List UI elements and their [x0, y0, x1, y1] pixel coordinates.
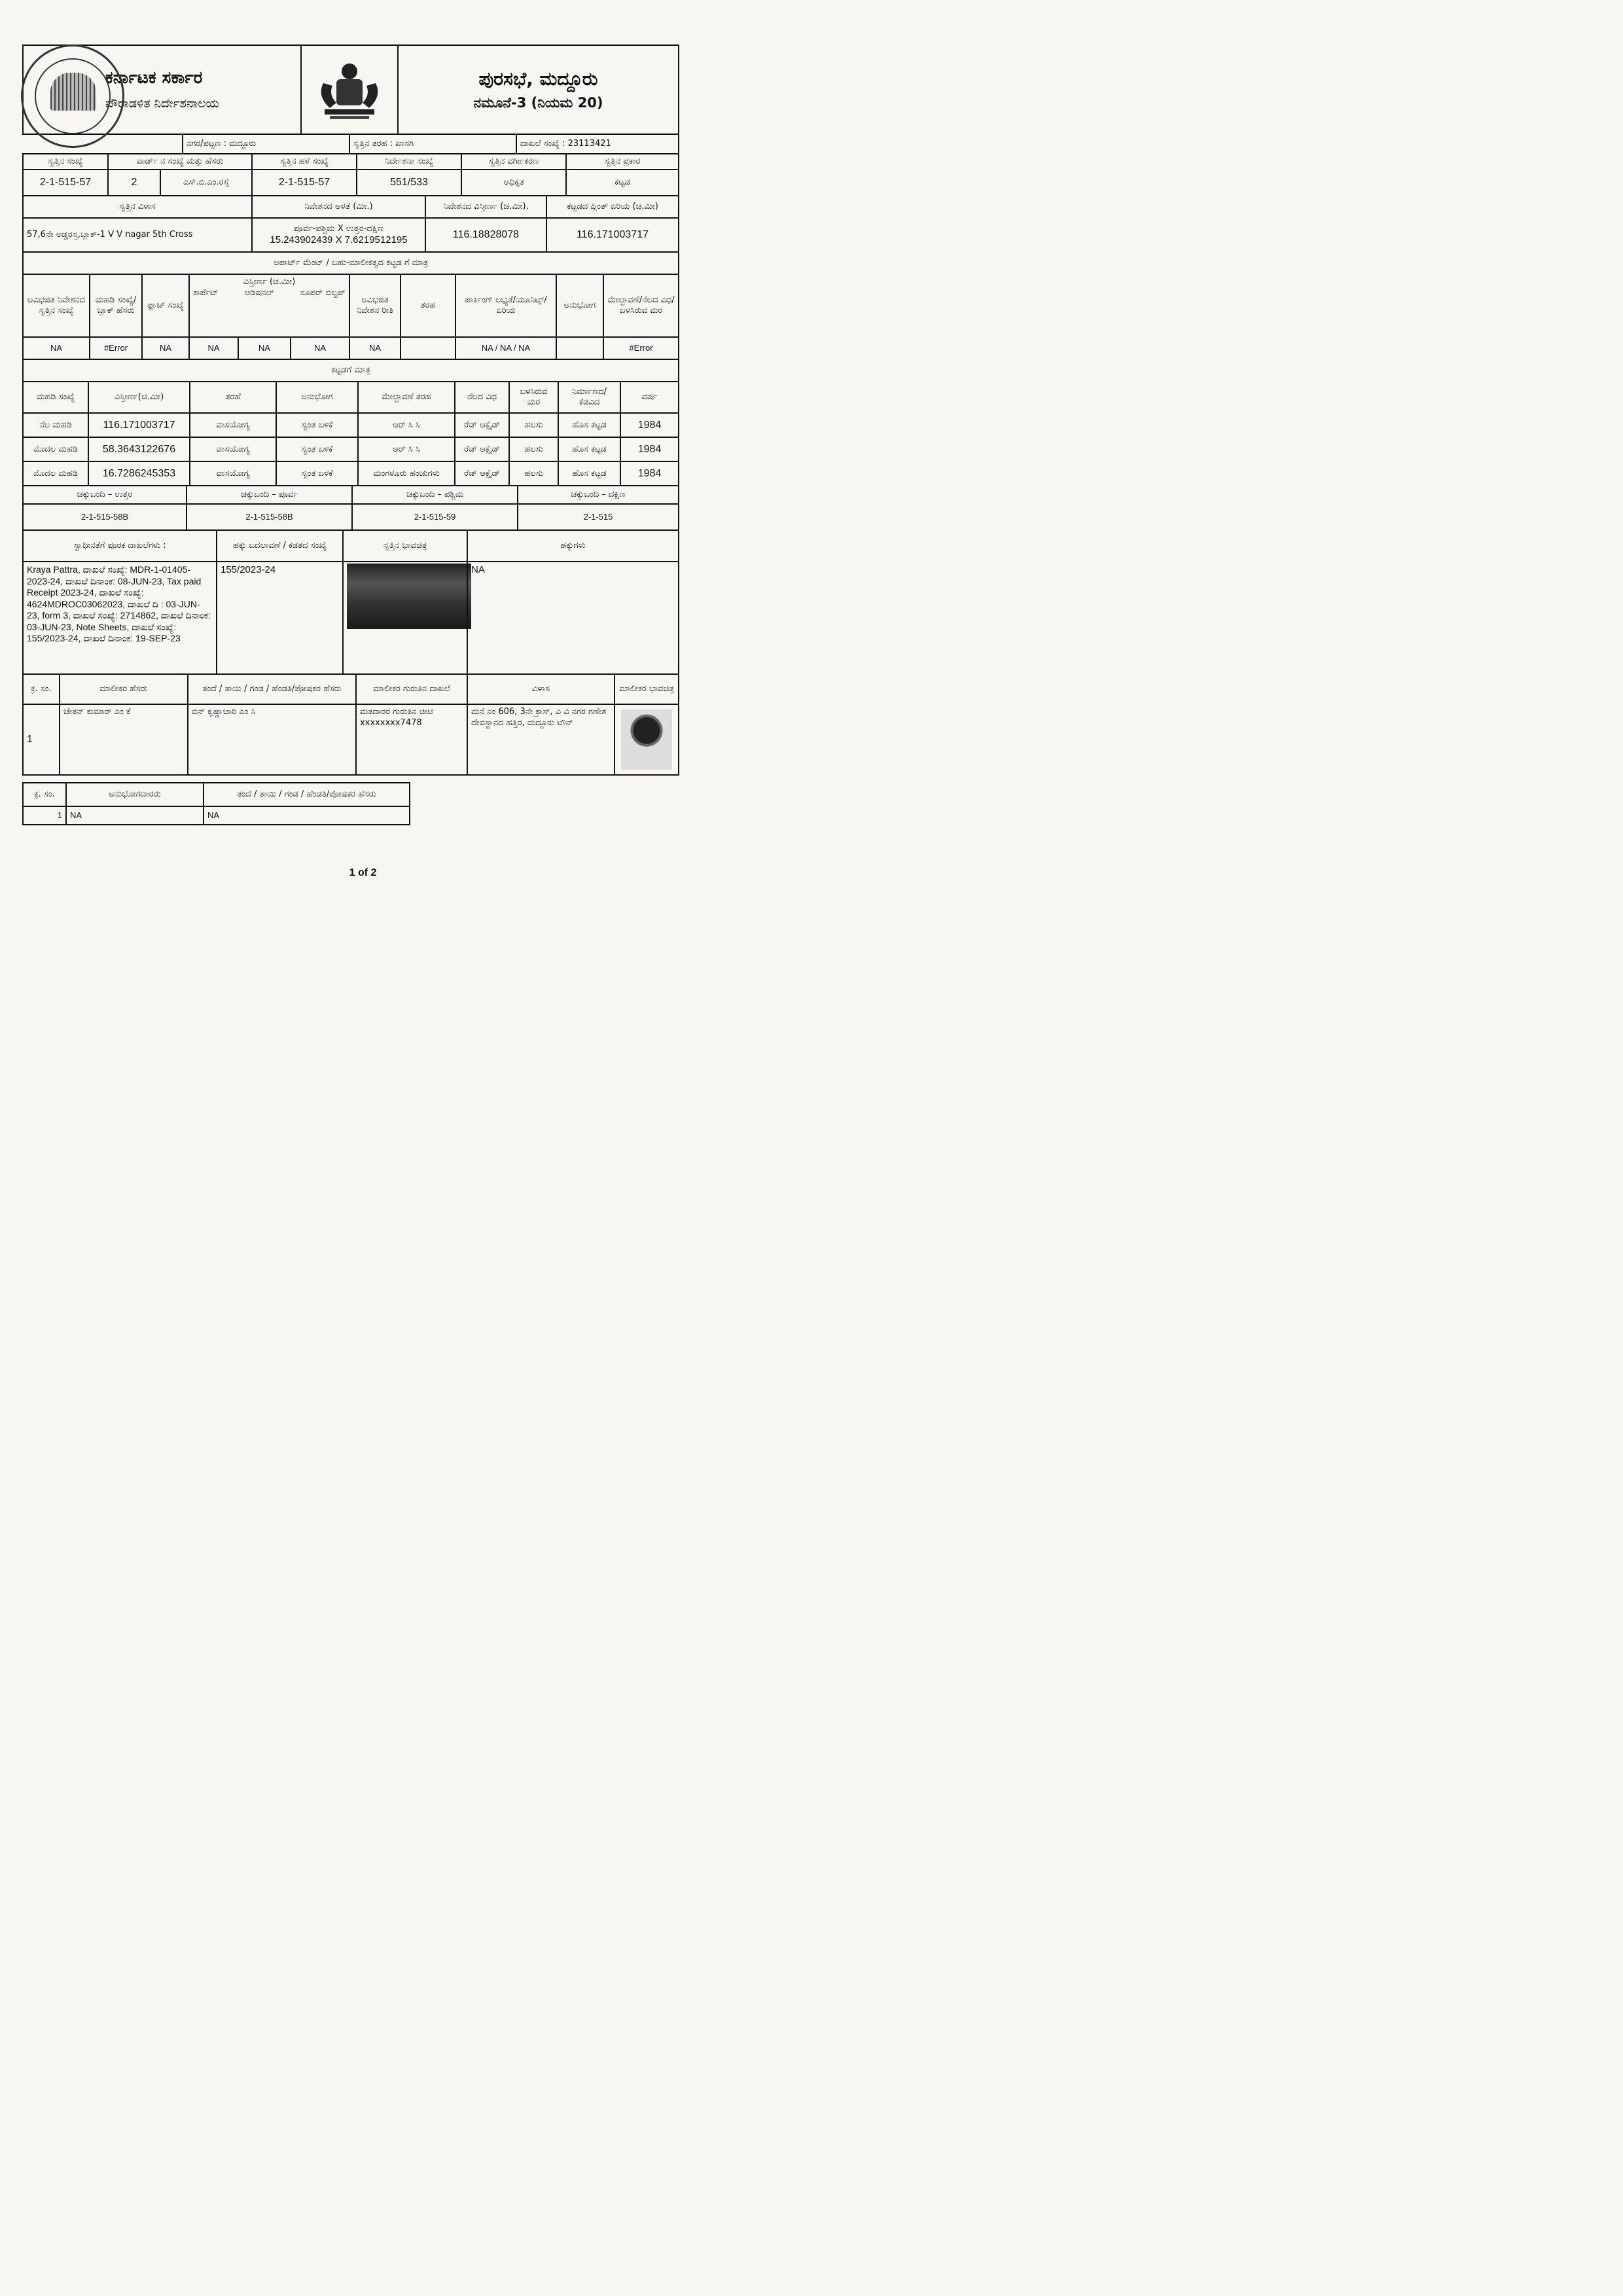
city-label: ನಗರ/ಪಟ್ಟಣ : ಮದ್ದೂರು	[183, 134, 349, 154]
address-header: ಸ್ವತ್ತಿನ ವಿಳಾಸ	[23, 196, 252, 218]
property-photo-header: ಸ್ವತ್ತಿನ ಭಾವಚಿತ್ರ	[343, 530, 467, 562]
file-no: 155/2023-24	[217, 562, 343, 674]
rights-header: ಹಕ್ಕುಗಳು	[467, 530, 679, 562]
floor-area: 16.7286245353	[88, 461, 190, 486]
supporting-docs: Kraya Pattra, ದಾಖಲೆ ಸಂಖ್ಯೆ: MDR-1-01405-2023-24, ದಾಖಲೆ ದಿನಾಂಕ: 08-JUN-23, Tax paid Receipt 2023-24, ದಾಖಲೆ ಸಂಖ್ಯೆ: 4624MDROC03062023, ದಾಖಲೆ ದಿ : 03-JUN-23, form 3, ದಾಖಲೆ ಸಂಖ್ಯೆ: 2714862, ದಾಖಲೆ ದಿನಾಂಕ: 03-JUN-23, Note Sheets, ದಾಖಲೆ ಸಂಖ್ಯೆ: 155/2023-24, ದಾಖಲೆ ದಿನಾಂಕ: 19-SEP-23	[23, 562, 217, 674]
dimension-value: 15.243902439 X 7.6219512195	[270, 234, 408, 245]
parking-header: ಪಾರ್ಕಿಂಗ್ ಲಭ್ಯತೆ/ಯೂನಿಟ್ಸ್/ಏರಿಯ	[455, 274, 556, 337]
boundary-south-header: ಚಕ್ಕುಬಂದಿ – ದಕ್ಷಿಣ	[518, 486, 679, 504]
supporting-docs-header: ಸ್ವಾಧೀನತೆಗೆ ಪೂರಕ ದಾಖಲೆಗಳು :	[23, 530, 217, 562]
table-row	[23, 806, 410, 825]
parking-value: NA / NA / NA	[455, 337, 556, 359]
documents-table	[22, 529, 679, 675]
property-photo-cell	[343, 562, 467, 674]
flat-no-value: NA	[142, 337, 189, 359]
property-no-header: ಸ್ವತ್ತಿನ ಸಂಖ್ಯೆ	[23, 154, 108, 170]
year: 1984	[620, 413, 679, 437]
municipal-seal-icon	[21, 45, 124, 148]
occupant-sl: 1	[23, 806, 66, 825]
table-row	[23, 704, 679, 775]
owner-relation-header: ತಂದೆ / ತಾಯಿ / ಗಂಡ / ಹೆಂಡತಿ/ಪೋಷಕರ ಹೆಸರು	[188, 674, 356, 704]
building-type: ವಾಸಯೋಗ್ಯ	[190, 437, 276, 461]
direction-no-header: ನಿರ್ದೇಶನಾ ಸಂಖ್ಯೆ	[357, 154, 461, 170]
table-row	[23, 437, 679, 461]
owner-photo-header: ಮಾಲೀಕರ ಭಾವಚಿತ್ರ	[615, 674, 679, 704]
year: 1984	[620, 437, 679, 461]
owner-name: ಚೇತನ್ ಕುಮಾರ್ ಎಂ ಕೆ	[60, 704, 188, 775]
address-table	[22, 195, 679, 253]
boundary-east-header: ಚಕ್ಕುಬಂದಿ – ಪೂರ್ವ	[187, 486, 352, 504]
type-value	[401, 337, 455, 359]
floor-area: 58.3643122676	[88, 437, 190, 461]
page-number: 1 of 2	[349, 867, 377, 878]
boundary-west: 2-1-515-59	[352, 504, 518, 530]
building-usage: ಸ್ವಂತ ಬಳಕೆ	[276, 437, 358, 461]
floor-name: ನೆಲ ಮಹಡಿ	[23, 413, 88, 437]
ward-header: ವಾರ್ಡ್ ನ ಸಂಖ್ಯೆ ಮತ್ತು ಹೆಸರು	[108, 154, 252, 170]
file-no-header: ಹಕ್ಕು ಬದಲಾವಣೆ / ಕಡತದ ಸಂಖ್ಯೆ	[217, 530, 343, 562]
undivided-property-header: ಅವಿಭಜಿತ ನಿವೇಶನದ ಸ್ವತ್ತಿನ ಸಂಖ್ಯೆ	[23, 274, 90, 337]
wood: ಹಲಸು	[509, 461, 558, 486]
apartment-title: ಅಪಾರ್ಟ್ ಮೆಂಟ್ / ಬಹು-ಮಾಲೀಕತ್ವದ ಕಟ್ಟಡ ಗೆ ಮಾತ್ರ	[23, 252, 679, 274]
site-area-header: ನಿವೇಶನದ ವಿಸ್ತೀರ್ಣ (ಚ.ಮೀ).	[425, 196, 546, 218]
old-no-header: ಸ್ವತ್ತಿನ ಹಳೆ ಸಂಖ್ಯೆ	[252, 154, 357, 170]
header-emblem	[301, 45, 398, 134]
year-header: ವರ್ಷ	[620, 382, 679, 413]
roof-type: ಮಂಗಳೂರು ಹಂಚುಗಳು	[358, 461, 455, 486]
construction-header: ನಿರ್ಮಾಣದ/ ಕೆಡವಿದ	[558, 382, 620, 413]
property-address: 57,6ನೇ ಅಡ್ಡರಸ್ತ,ಬ್ಲಾಕ್-1 V V nagar 5th Cross	[23, 218, 252, 252]
roof-floor-value: #Error	[603, 337, 679, 359]
super-builtup-header: ಸೂಪರ್ ಬಿಲ್ಟಪ್	[300, 287, 346, 298]
building-table	[22, 359, 679, 486]
construction: ಹೊಸ ಕಟ್ಟಡ	[558, 437, 620, 461]
roof-type: ಆರ್ ಸಿ ಸಿ	[358, 413, 455, 437]
plinth-area-header: ಕಟ್ಟಡದ ಪ್ಲಿಂತ್ ಏರಿಯ (ಚ.ಮೀ)	[546, 196, 679, 218]
super-builtup-value: NA	[291, 337, 349, 359]
owner-photo	[621, 709, 672, 770]
kind-header: ಸ್ವತ್ತಿನ ಪ್ರಕಾರ	[566, 154, 679, 170]
owner-address-header: ವಿಳಾಸ	[467, 674, 615, 704]
owner-sl-header: ಕ್ರ. ಸಂ.	[23, 674, 60, 704]
property-no: 2-1-515-57	[23, 170, 108, 196]
occupant-sl-header: ಕ್ರ. ಸಂ.	[23, 783, 66, 806]
building-usage: ಸ್ವಂತ ಬಳಕೆ	[276, 413, 358, 437]
boundary-north: 2-1-515-58B	[23, 504, 187, 530]
construction: ಹೊಸ ಕಟ್ಟಡ	[558, 413, 620, 437]
property-photo	[347, 564, 471, 629]
info-table	[22, 134, 679, 154]
floor-kind: ರೆಡ್ ಆಕ್ಸೈಡ್	[455, 461, 509, 486]
municipality-name: ಪುರಸಭೆ, ಮದ್ದೂರು	[478, 68, 598, 90]
floor-kind: ರೆಡ್ ಆಕ್ಸೈಡ್	[455, 437, 509, 461]
usage-header: ಅನುಭೋಗ	[556, 274, 603, 337]
owner-id-doc: ಮತದಾರರ ಗುರುತಿನ ಚೀಟಿ xxxxxxxx7478	[356, 704, 467, 775]
floor-block-header: ಮಹಡಿ ಸಂಖ್ಯೆ/ಬ್ಲಾಕ್ ಹೆಸರು	[90, 274, 142, 337]
undivided-method-header: ಅವಿಭಜಿತ ನಿವೇಶನ ರೀತಿ	[349, 274, 401, 337]
occupants-table	[22, 782, 410, 825]
roof-floor-header: ಮೇಲ್ಛಾವಣೆ/ನೆಲದ ವಿಧ/ಬಳಸಿರುವ ಮರ	[603, 274, 679, 337]
wood-header: ಬಳಸಿರುವ ಮರ	[509, 382, 558, 413]
wood: ಹಲಸು	[509, 413, 558, 437]
table-row	[23, 461, 679, 486]
property-id-table	[22, 153, 679, 196]
header-table	[22, 45, 679, 135]
owner-sl: 1	[23, 704, 60, 775]
building-usage-header: ಅನುಭೋಗ	[276, 382, 358, 413]
construction: ಹೊಸ ಕಟ್ಟಡ	[558, 461, 620, 486]
dimension-header: ನಿವೇಶನದ ಅಳತೆ (ಮೀ.)	[252, 196, 425, 218]
plinth-area: 116.171003717	[546, 218, 679, 252]
owner-address: ಮನೆ ನಂ 606, 3ನೇ ಕ್ರಾಸ್, ವಿ ವಿ ನಗರ ಗಣೇಶ ದೇವಸ್ಥಾನದ ಹತ್ತಿರ, ಮದ್ದೂರು ಟೌನ್	[467, 704, 615, 775]
dimension-label: ಪೂರ್ವ-ಪಶ್ಚಿಮ X ಉತ್ತರ-ದಕ್ಷಿಣ	[293, 223, 384, 234]
occupant-relation: NA	[204, 806, 410, 825]
undivided-property-value: NA	[23, 337, 90, 359]
apartment-table	[22, 251, 679, 360]
old-property-no: 2-1-515-57	[252, 170, 357, 196]
carpet-value: NA	[189, 337, 238, 359]
owner-relation: ಬಿನ್ ಕೃಷ್ಣಾಚಾರಿ ಎಂ ಸಿ	[188, 704, 356, 775]
floor-kind-header: ನೆಲದ ವಿಧ	[455, 382, 509, 413]
boundary-north-header: ಚಕ್ಕುಬಂದಿ – ಉತ್ತರ	[23, 486, 187, 504]
undivided-method-value: NA	[349, 337, 401, 359]
owner-id-header: ಮಾಲೀಕರ ಗುರುತಿನ ದಾಖಲೆ	[356, 674, 467, 704]
year: 1984	[620, 461, 679, 486]
boundary-south: 2-1-515	[518, 504, 679, 530]
occupant-name-header: ಅನುಭೋಗದಾರರು	[66, 783, 204, 806]
property-kind: ಕಟ್ಟಡ	[566, 170, 679, 196]
government-name: ಕರ್ನಾಟಕ ಸರ್ಕಾರ	[105, 67, 203, 88]
roof-type-header: ಮೇಲ್ಛಾವಣೆ ತರಹ	[358, 382, 455, 413]
floor-name: ಮೊದಲ ಮಹಡಿ	[23, 461, 88, 486]
ward-no: 2	[108, 170, 160, 196]
boundary-table	[22, 485, 679, 531]
owner-name-header: ಮಾಲೀಕರ ಹೆಸರು	[60, 674, 188, 704]
floor-area-header: ವಿಸ್ತೀರ್ಣ(ಚ.ಮೀ)	[88, 382, 190, 413]
entry-number-label: ದಾಖಲೆ ಸಂಖ್ಯೆ : 23113421	[516, 134, 679, 154]
floor-name: ಮೊದಲ ಮಹಡಿ	[23, 437, 88, 461]
rights: NA	[467, 562, 679, 674]
form-number: ನಮೂನೆ-3 (ನಿಯಮ 20)	[473, 95, 603, 111]
extent-header: ವಿಸ್ತೀರ್ಣ (ಚ.ಮೀ)	[243, 277, 296, 287]
ward-name: ಎಸ್.ಬಿ.ಎಂ.ರಸ್ತೆ	[160, 170, 252, 196]
building-type: ವಾಸಯೋಗ್ಯ	[190, 461, 276, 486]
type-header: ತರಹ	[401, 274, 455, 337]
property-kind-label: ಸ್ವತ್ತಿನ ತರಹ : ಖಾಸಗಿ	[349, 134, 516, 154]
carpet-header: ಕಾರ್ಪೆಟ್	[193, 287, 219, 298]
roof-type: ಆರ್ ಸಿ ಸಿ	[358, 437, 455, 461]
boundary-west-header: ಚಕ್ಕುಬಂದಿ – ಪಶ್ಚಿಮ	[352, 486, 518, 504]
form-document	[22, 45, 679, 825]
floor-block-value: #Error	[90, 337, 142, 359]
wood: ಹಲಸು	[509, 437, 558, 461]
building-type: ವಾಸಯೋಗ್ಯ	[190, 413, 276, 437]
floor-no-header: ಮಹಡಿ ಸಂಖ್ಯೆ	[23, 382, 88, 413]
additional-header: ಆಡಿಷನಲ್	[244, 287, 274, 298]
direction-no: 551/533	[357, 170, 461, 196]
boundary-east: 2-1-515-58B	[187, 504, 352, 530]
occupant-relation-header: ತಂದೆ / ತಾಯಿ / ಗಂಡ / ಹೆಂಡತಿ/ಪೋಷಕರ ಹೆಸರು	[204, 783, 410, 806]
directorate-name: ಪೌರಾಡಳಿತ ನಿರ್ದೇಶನಾಲಯ	[105, 96, 219, 111]
classification-header: ಸ್ವತ್ತಿನ ವರ್ಗೀಕರಣ	[461, 154, 566, 170]
building-type-header: ತರಹೆ	[190, 382, 276, 413]
owner-photo-cell	[615, 704, 679, 775]
usage-value	[556, 337, 603, 359]
state-emblem-icon	[310, 57, 389, 122]
header-left	[23, 45, 301, 134]
site-area: 116.18828078	[425, 218, 546, 252]
owners-table	[22, 673, 679, 776]
floor-kind: ರೆಡ್ ಆಕ್ಸೈಡ್	[455, 413, 509, 437]
header-right	[398, 45, 679, 134]
classification: ಅಧಿಕೃತ	[461, 170, 566, 196]
flat-no-header: ಫ್ಲಾಟ್ ಸಂಖ್ಯೆ	[142, 274, 189, 337]
occupant-name: NA	[66, 806, 204, 825]
building-usage: ಸ್ವಂತ ಬಳಕೆ	[276, 461, 358, 486]
table-row	[23, 413, 679, 437]
building-title: ಕಟ್ಟಡಗೆ ಮಾತ್ರ	[23, 359, 679, 382]
additional-value: NA	[238, 337, 291, 359]
floor-area: 116.171003717	[88, 413, 190, 437]
